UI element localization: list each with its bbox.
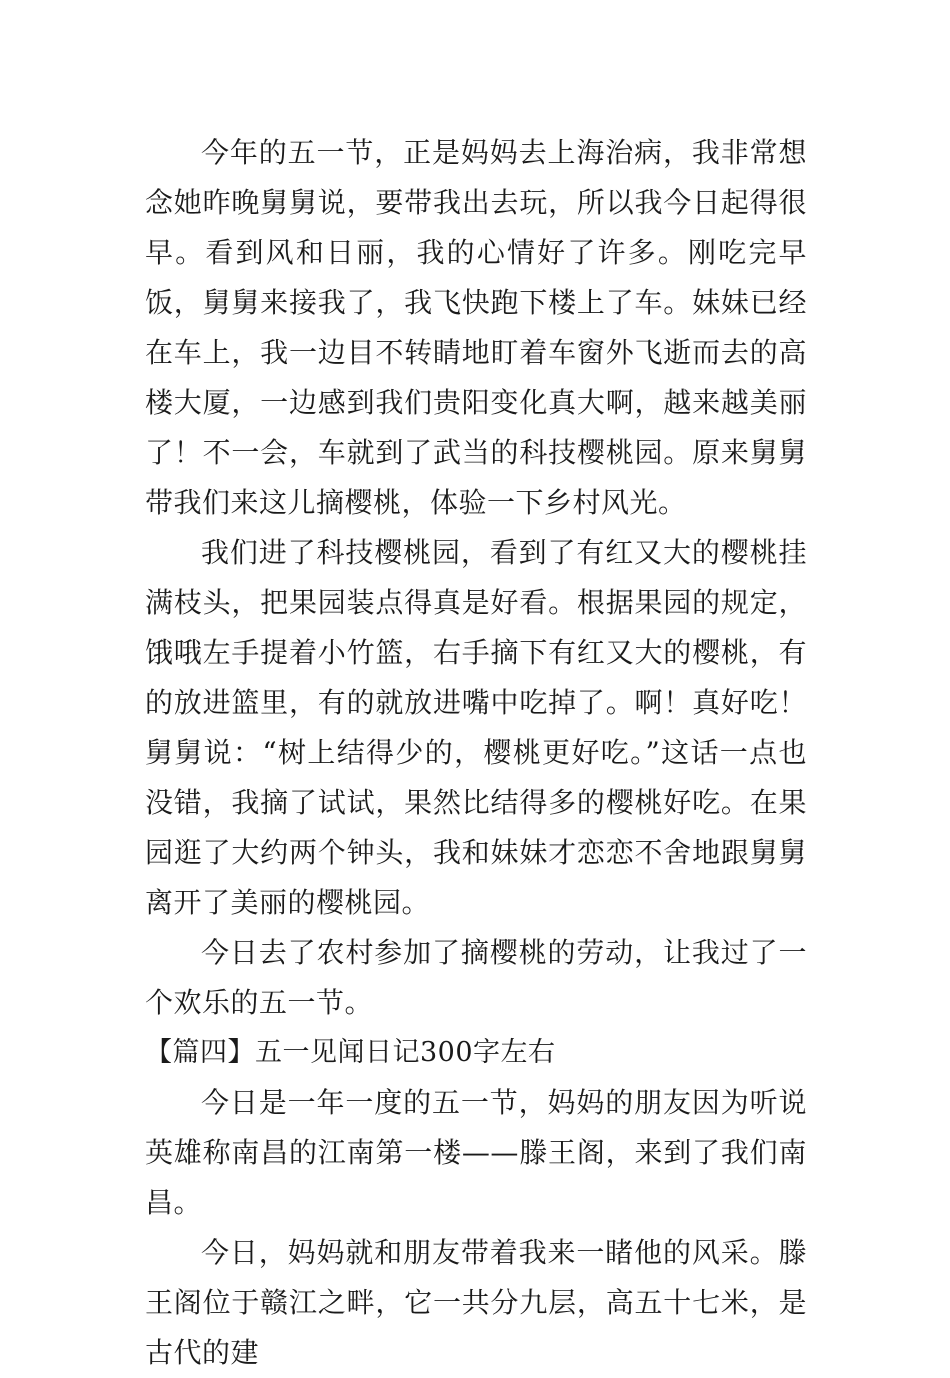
paragraph-3: 今日去了农村参加了摘樱桃的劳动，让我过了一个欢乐的五一节。: [145, 936, 807, 1019]
paragraph-1: 今年的五一节，正是妈妈去上海治病，我非常想念她昨晚舅舅说，要带我出去玩，所以我今日起得很早。看到风和日丽，我的心情好了许多。刚吃完早饭，舅舅来接我了，我飞快跑下楼上了车。妹妹已经在车上，我一边目不转睛地盯着车窗外飞逝而去的高楼大厦，一边感到我们贵阳变化真大啊，越来越美丽了！不一会，车就到了武当的科技樱桃园。原来舅舅带我们来这儿摘樱桃，体验一下乡村风光。: [145, 136, 807, 519]
document-page: [145, 128, 807, 1378]
paragraph-5: 今日，妈妈就和朋友带着我来一睹他的风采。滕王阁位于赣江之畔，它一共分九层，高五十七米，是古代的建: [145, 1236, 807, 1369]
paragraph-4: 今日是一年一度的五一节，妈妈的朋友因为听说英雄称南昌的江南第一楼——滕王阁，来到了我们南昌。: [145, 1086, 807, 1219]
paragraph-2: 我们进了科技樱桃园，看到了有红又大的樱桃挂满枝头，把果园装点得真是好看。根据果园的规定，饿哦左手提着小竹篮，右手摘下有红又大的樱桃，有的放进篮里，有的就放进嘴中吃掉了。啊！真好吃！舅舅说：“树上结得少的，樱桃更好吃。”这话一点也没错，我摘了试试，果然比结得多的樱桃好吃。在果园逛了大约两个钟头，我和妹妹才恋恋不舍地跟舅舅离开了美丽的樱桃园。: [145, 536, 807, 919]
section-heading: 【篇四】五一见闻日记300字左右: [145, 1037, 556, 1068]
